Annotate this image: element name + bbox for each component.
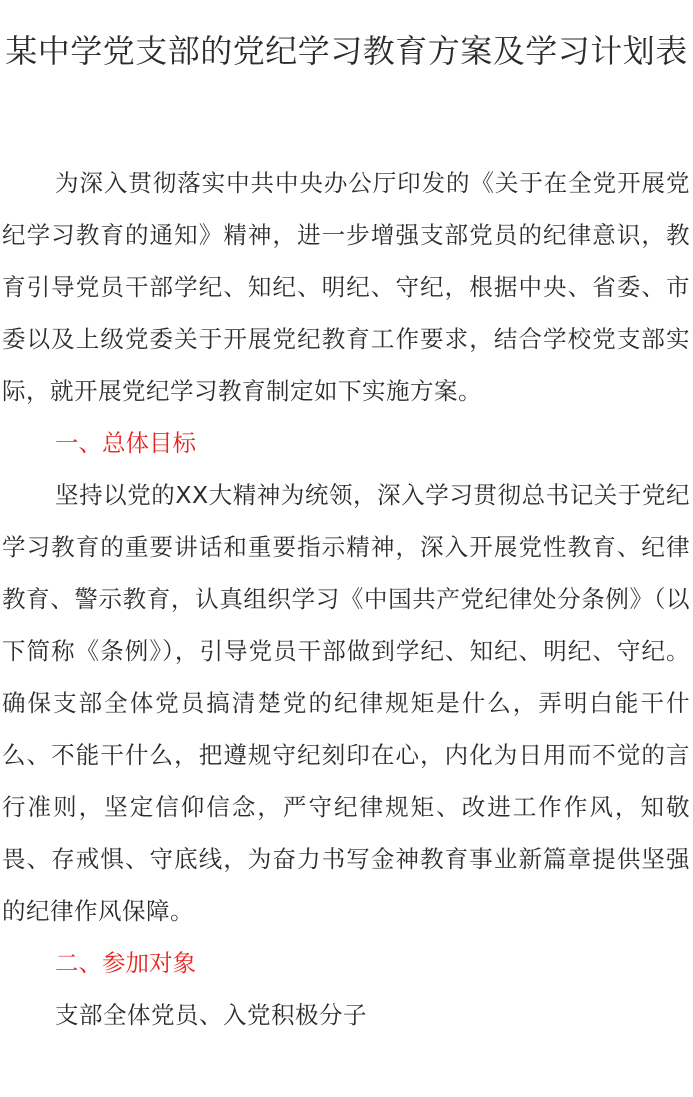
document-body [2,157,690,1041]
section-heading-participants: 二、参加对象 [55,949,196,977]
section-body-goals: 坚持以党的XX大精神为统领，深入学习贯彻总书记关于党纪学习教育的重要讲话和重要指示精神，深入开展党性教育、纪律教育、警示教育，认真组织学习《中国共产党纪律处分条例》（以下简称《条例》），引导党员干部做到学纪、知纪、明纪、守纪。确保支部全体党员搞清楚党的纪律规矩是什么，弄明白能干什么、不能干什么，把遵规守纪刻印在心，内化为日用而不觉的言行准则，坚定信仰信念，严守纪律规矩、改进工作作风，知敬畏、存戒惧、守底线，为奋力书写金神教育事业新篇章提供坚强的纪律作风保障。 [2,481,690,925]
document-title: 某中学党支部的党纪学习教育方案及学习计划表 [5,32,688,70]
section-body-participants: 支部全体党员、入党积极分子 [55,1001,367,1029]
section-heading-goals: 一、总体目标 [55,429,196,457]
intro-paragraph: 为深入贯彻落实中共中央办公厅印发的《关于在全党开展党纪学习教育的通知》精神，进一步增强支部党员的纪律意识，教育引导党员干部学纪、知纪、明纪、守纪，根据中央、省委、市委以及上级党委关于开展党纪教育工作要求，结合学校党支部实际，就开展党纪学习教育制定如下实施方案。 [2,169,690,405]
